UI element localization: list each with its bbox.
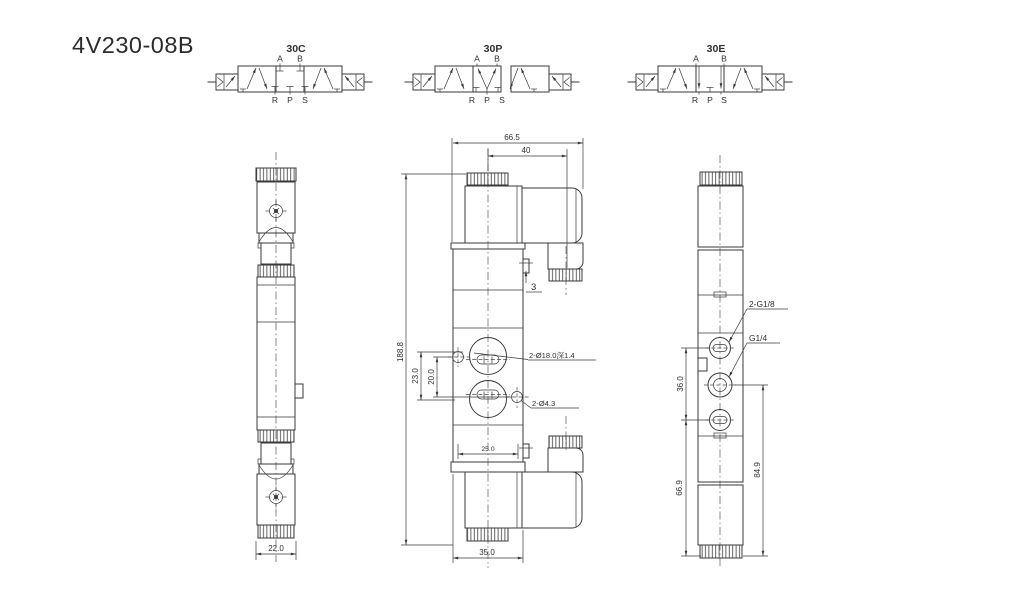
cable-gland — [549, 269, 582, 281]
symbol-30p-port-r: R — [468, 95, 476, 105]
valve-symbol-30c — [208, 43, 372, 105]
label-mounting-hole: 2-Ø4.3 — [532, 399, 556, 408]
label-exhaust-ports: 2-G1/8 — [749, 299, 775, 309]
manual-override-tab — [295, 384, 303, 398]
end-view — [675, 155, 788, 568]
connector-lower — [548, 243, 583, 269]
label-inlet-port: G1/4 — [749, 333, 768, 343]
dim-port-span: 20.0 — [427, 369, 436, 385]
symbol-30e-port-b: B — [721, 53, 727, 64]
symbol-30e-port-s: S — [721, 95, 727, 105]
symbol-30e-label: 30E — [706, 43, 726, 55]
knurled-nut — [258, 265, 294, 277]
screw-detail — [266, 487, 287, 508]
side-view — [256, 152, 303, 562]
dim-hole-span: 23.0 — [411, 368, 420, 384]
symbol-30e-port-a: A — [693, 53, 699, 64]
knurled-nut — [256, 168, 296, 181]
symbol-30c-port-r: R — [271, 95, 279, 105]
dim-overall-height: 188.8 — [396, 341, 405, 363]
dim-inlet-height: 84.9 — [753, 462, 762, 478]
knurled-nut — [700, 545, 742, 558]
symbol-30c-port-b: B — [297, 53, 303, 64]
front-view — [396, 133, 596, 568]
valve-symbol-30e — [628, 43, 792, 105]
symbol-30e-port-p: P — [707, 95, 713, 105]
dim-solenoid-to-connector: 40 — [521, 146, 531, 155]
knurled-nut — [258, 525, 294, 538]
symbol-30c-port-a: A — [277, 53, 283, 64]
symbol-30c-port-p: P — [287, 95, 293, 105]
body-tab — [698, 358, 707, 371]
symbol-30p-port-s: S — [499, 95, 505, 105]
page-title: 4V230-08B — [72, 32, 195, 58]
label-counterbore: 2-Ø18.0深1.4 — [529, 351, 575, 360]
valve-symbol-30p — [405, 43, 579, 105]
symbol-30c-port-s: S — [302, 95, 308, 105]
dim-port-span: 36.0 — [676, 376, 685, 392]
knurled-nut — [467, 528, 508, 541]
symbol-30c-label: 30C — [286, 43, 306, 55]
solenoid-coil — [465, 472, 522, 528]
din-connector — [522, 188, 582, 243]
solenoid-coil — [465, 186, 522, 243]
symbol-30p-port-b: B — [494, 53, 500, 64]
din-connector — [522, 472, 582, 528]
knurled-nut — [467, 173, 508, 185]
valve-body-end — [698, 250, 743, 482]
knurled-nut — [700, 172, 742, 185]
symbol-30p-port-p: P — [484, 95, 490, 105]
symbol-30p-label: 30P — [483, 43, 503, 55]
symbol-30e-port-r: R — [691, 95, 699, 105]
connector-upper — [548, 448, 583, 472]
manual-override-tab — [523, 444, 529, 458]
knurled-nut — [258, 430, 294, 442]
solenoid-coil — [698, 485, 743, 545]
dim-override-height: 3 — [531, 282, 537, 293]
dim-side-width: 22.0 — [268, 544, 284, 553]
dim-overall-width: 66.5 — [504, 133, 520, 142]
dim-body-width: 35.0 — [479, 548, 495, 557]
cable-gland — [549, 436, 582, 448]
symbol-30p-port-a: A — [474, 53, 480, 64]
screw-detail — [266, 201, 287, 222]
dim-inner-width: 25.0 — [481, 446, 495, 453]
solenoid-coil — [698, 186, 743, 247]
dim-lower-height: 66.9 — [675, 480, 684, 496]
manual-override-tab — [523, 259, 529, 273]
